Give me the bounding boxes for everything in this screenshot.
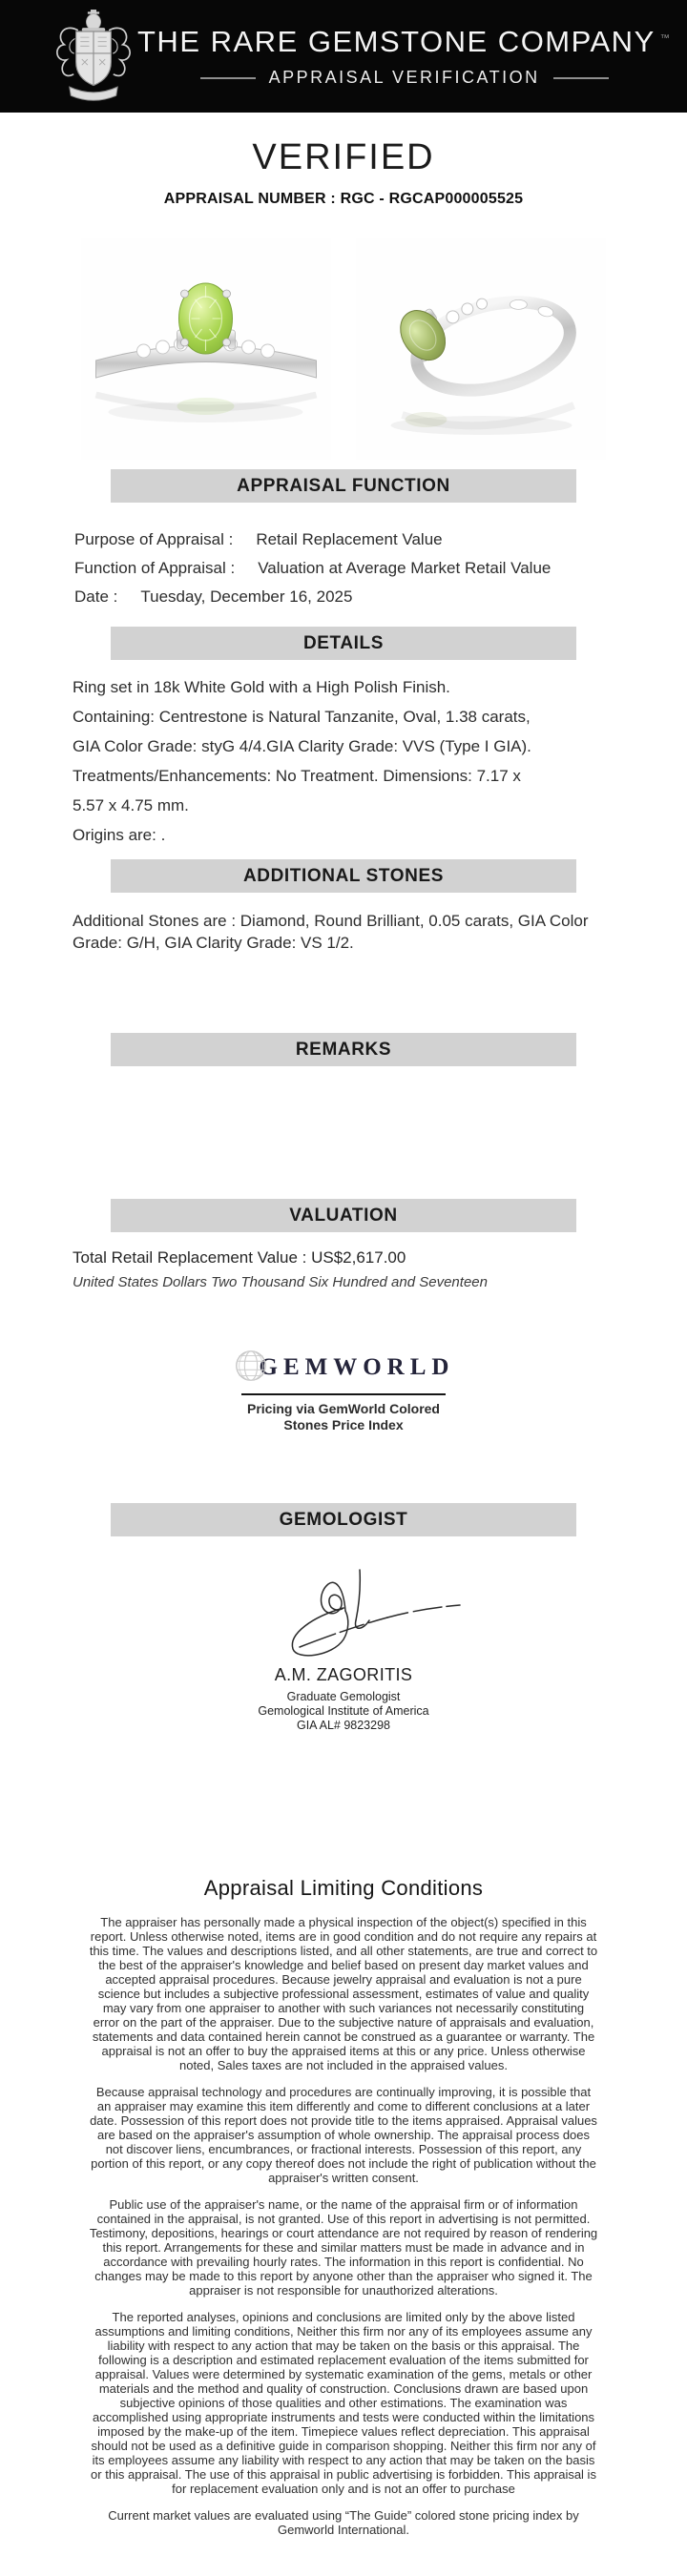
function-label: Function of Appraisal :	[74, 559, 236, 577]
subtitle-rule-left	[200, 77, 256, 79]
details-line: Treatments/Enhancements: No Treatment. Dimensions: 7.17 x	[73, 767, 521, 785]
ring-photo-side	[356, 238, 606, 460]
company-name-text: THE RARE GEMSTONE COMPANY	[137, 25, 656, 58]
header	[0, 0, 687, 113]
section-header-additional-stones: ADDITIONAL STONES	[111, 859, 576, 893]
section-header-valuation: VALUATION	[111, 1199, 576, 1232]
limiting-conditions-text	[89, 1915, 598, 2537]
appraisal-function-rows	[59, 526, 628, 611]
details-line: GIA Color Grade: styG 4/4.GIA Clarity Grade: VVS (Type I GIA).	[73, 737, 531, 755]
details-text	[57, 672, 630, 850]
ring-photos	[0, 238, 687, 460]
function-row	[74, 554, 628, 583]
additional-stones-text: Additional Stones are : Diamond, Round Brilliant, 0.05 carats, GIA Color Grade: G/H, GIA Clarity Grade: VS 1/2.	[73, 912, 589, 952]
trademark-symbol: ™	[659, 32, 672, 44]
crest-banner	[70, 87, 117, 100]
appraisal-number: APPRAISAL NUMBER : RGC - RGCAP000005525	[163, 191, 524, 207]
header-subtitle: APPRAISAL VERIFICATION	[268, 68, 540, 87]
company-name	[137, 25, 671, 59]
date-row	[74, 583, 628, 611]
limiting-conditions-title: Appraisal Limiting Conditions	[203, 1876, 484, 1900]
section-header-remarks: REMARKS	[111, 1033, 576, 1066]
gemologist-license: GIA AL# 9823298	[296, 1719, 390, 1732]
gemworld-logo-block	[0, 1350, 687, 1433]
purpose-label: Purpose of Appraisal :	[74, 530, 234, 548]
section-header-gemologist: GEMOLOGIST	[111, 1503, 576, 1536]
purpose-value: Retail Replacement Value	[256, 530, 443, 548]
details-line: 5.57 x 4.75 mm.	[73, 796, 189, 814]
gemologist-signature	[200, 1563, 487, 1662]
date-label: Date :	[74, 587, 118, 606]
header-text	[137, 25, 687, 88]
purpose-row	[74, 526, 628, 554]
globe-icon	[233, 1348, 269, 1384]
limiting-paragraph: The appraiser has personally made a physical inspection of the object(s) specified in this report. Unless otherwise noted, items are in good condition and do not require any repairs at this time. The values and descriptions listed, and all other statements, are true and correct to the best of the appraiser's knowledge and belief based on present day market values and accepted appraisal procedures. Because jewelry appraisal and evaluation is not a pure science but includes a subjective professional assessment, estimates of value and quality may vary from one appraiser to another with such variances not necessarily constituting error on the part of the appraiser. Due to the subjective nature of appraisals and evaluation, statements and data contained herein cannot be construed as a guarantee or warranty. The appraisal is not an offer to buy the appraised items at this or any price. Unless otherwise noted, Sales taxes are not included in the appraised values.	[89, 1915, 598, 2072]
limiting-paragraph: Current market values are evaluated using “The Guide” colored stone pricing index by Gemworld International.	[108, 2508, 579, 2537]
limiting-paragraph: Public use of the appraiser's name, or the name of the appraisal firm or of information contained in the appraisal, is not granted. Use of this report in advertising is not permitted. Testimony, depositions, hearings or court attendance are not required by reason of rendering this report. Arrangements for these and similar matters must be made in advance and in accordance with prevailing hourly rates. The information in this report is confidential. No changes may be made to this report by anyone other than the appraiser who signed it. The appraiser is not responsible for unauthorized alterations.	[89, 2197, 598, 2298]
subtitle-rule-right	[553, 77, 609, 79]
section-header-details: DETAILS	[111, 627, 576, 660]
gemologist-credential: Graduate Gemologist	[286, 1690, 401, 1703]
gemworld-caption-line2: Stones Price Index	[283, 1417, 404, 1432]
limiting-paragraph: Because appraisal technology and procedures are continually improving, it is possible that an appraiser may examine this item differently and come to different conclusions at a later date. Possession of this report does not provide title to the items appraised. Appraisal values are based on the appraiser's assumption of whole ownership. The appraisal process does not discover liens, encumbrances, or fractional interests. Possession of this report, any portion of this report, or any copy thereof does not include the right of publication without the appraiser's written consent.	[90, 2085, 597, 2185]
gemworld-wordmark: GEMWORLD	[259, 1354, 455, 1380]
gemologist-name: A.M. ZAGORITIS	[274, 1665, 413, 1684]
gemworld-caption-line1: Pricing via GemWorld Colored	[246, 1401, 440, 1416]
function-value: Valuation at Average Market Retail Value	[258, 559, 552, 577]
gemologist-credentials	[0, 1690, 687, 1733]
limiting-paragraph: The reported analyses, opinions and conclusions are limited only by the above listed assumptions and limiting conditions, Neither this firm nor any of its employees assume any liability with respect to any action that may be taken on the basis or this appraisal. The following is a description and estimated replacement evaluation of the items submitted for appraisal. Values were determined by systematic examination of the gems, metals or other materials and the method and quality of construction. Conclusions drawn are based upon subjective opinions of those qualities and other estimations. The examination was accomplished using appropriate instruments and tests were conducted within the limitations imposed by the make-up of the item. Timepiece values reflect depreciation. This appraisal should not be used as a definitive guide in comparison shopping. Neither this firm nor any of its employees assume any liability with respect to any action that may be taken on the basis or this appraisal. The use of this appraisal in public advertising is forbidden. This appraisal is for replacement evaluation only and is not an offer to purchase	[91, 2310, 596, 2496]
details-line: Origins are: .	[73, 826, 166, 844]
section-header-appraisal-function: APPRAISAL FUNCTION	[111, 469, 576, 503]
verified-title: VERIFIED	[252, 137, 435, 177]
valuation-total: Total Retail Replacement Value : US$2,617.00	[73, 1248, 406, 1267]
date-value: Tuesday, December 16, 2025	[140, 587, 353, 606]
gemworld-logo	[233, 1350, 455, 1386]
crest-helm	[82, 10, 105, 31]
company-crest-icon	[50, 7, 137, 106]
ring-photo-front	[81, 238, 331, 460]
details-line: Containing: Centrestone is Natural Tanzanite, Oval, 1.38 carats,	[73, 708, 531, 726]
gemworld-rule	[241, 1393, 446, 1395]
header-subtitle-row	[137, 68, 671, 88]
gemologist-institute: Gemological Institute of America	[258, 1704, 429, 1718]
valuation-amount-in-words: United States Dollars Two Thousand Six Hundred and Seventeen	[73, 1274, 488, 1290]
details-line: Ring set in 18k White Gold with a High Polish Finish.	[73, 678, 450, 696]
